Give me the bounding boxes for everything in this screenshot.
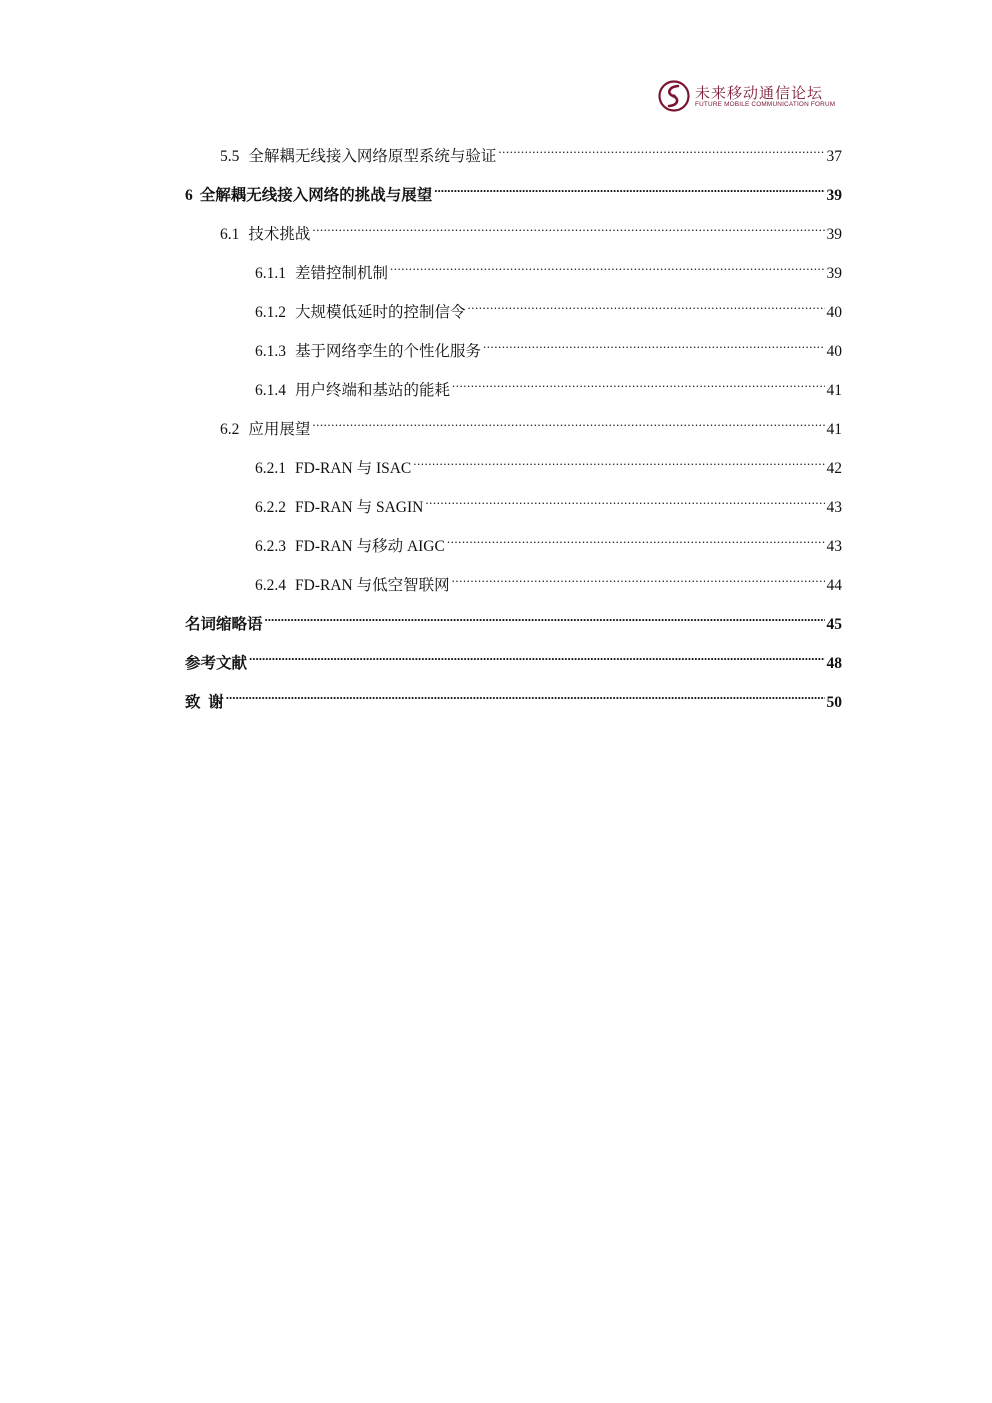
toc-entry-page-number: 42 [826,460,842,477]
toc-entry-page-number: 37 [826,148,842,165]
toc-entry-title: 参考文献 [185,655,248,672]
toc-entry-page-number: 40 [826,343,842,360]
toc-entry-number: 6.2.4 [255,577,286,594]
toc-entry[interactable] [185,683,842,711]
toc-entry-number: 6 [185,187,193,204]
toc-dot-leader [452,371,824,395]
toc-dot-leader [452,566,825,590]
toc-entry[interactable] [255,449,842,477]
toc-dot-leader [249,644,824,668]
toc-dot-leader [390,254,824,278]
toc-entry[interactable] [185,605,842,633]
toc-entry-page-number: 48 [826,655,842,672]
toc-entry-title: 致 谢 [185,694,224,711]
toc-dot-leader [312,410,824,434]
toc-entry-page-number: 40 [826,304,842,321]
toc-entry-number: 6.1.4 [255,382,286,399]
toc-entry-number: 5.5 [220,148,240,165]
toc-entry-number: 6.1.2 [255,304,286,321]
toc-entry-page-number: 43 [826,538,842,555]
logo-english-text: FUTURE MOBILE COMMUNICATION FORUM [695,101,836,108]
toc-entry[interactable] [255,293,842,321]
toc-entry-page-number: 50 [826,694,842,711]
toc-dot-leader [434,176,824,200]
toc-entry-title: 用户终端和基站的能耗 [295,382,451,399]
toc-entry-title: FD-RAN 与低空智联网 [295,577,450,594]
toc-entry[interactable] [255,488,842,516]
toc-entry-page-number: 41 [826,382,842,399]
toc-entry[interactable] [220,410,842,438]
toc-entry-title: 基于网络孪生的个性化服务 [295,343,482,360]
toc-entry[interactable] [185,644,842,672]
toc-dot-leader [413,449,824,473]
toc-entry-title: 应用展望 [248,421,311,438]
toc-entry-title: 大规模低延时的控制信令 [295,304,466,321]
toc-entry-title: 技术挑战 [248,226,311,243]
toc-entry-title: 全解耦无线接入网络的挑战与展望 [199,187,433,204]
toc-dot-leader [265,605,825,629]
forum-logo [658,80,836,114]
toc-entry[interactable] [220,215,842,243]
toc-entry-number: 6.2.3 [255,538,286,555]
toc-entry[interactable] [185,176,842,204]
toc-entry-title: FD-RAN 与 SAGIN [295,499,424,516]
toc-entry[interactable] [255,332,842,360]
toc-entry-page-number: 39 [826,187,842,204]
toc-entry-page-number: 43 [826,499,842,516]
forum-logo-icon [658,80,690,112]
toc-entry[interactable] [255,527,842,555]
toc-entry-number: 6.2 [220,421,240,438]
toc-entry-number: 6.2.2 [255,499,286,516]
toc-entry-number: 6.2.1 [255,460,286,477]
toc-dot-leader [447,527,825,551]
toc-dot-leader [498,137,824,161]
toc-dot-leader [226,683,825,707]
toc-entry-number: 6.1.3 [255,343,286,360]
toc-entry-page-number: 45 [826,616,842,633]
toc-entry-page-number: 39 [826,226,842,243]
toc-entry-title: 全解耦无线接入网络原型系统与验证 [248,148,497,165]
toc-dot-leader [483,332,824,356]
toc-entry-title: 差错控制机制 [295,265,389,282]
toc-entry-page-number: 41 [826,421,842,438]
toc-entry-page-number: 39 [826,265,842,282]
toc-dot-leader [468,293,825,317]
toc-entry-title: 名词缩略语 [185,616,263,633]
toc-entry-number: 6.1 [220,226,240,243]
logo-chinese-text: 未来移动通信论坛 [695,84,824,102]
toc-entry[interactable] [255,254,842,282]
toc-entry[interactable] [255,371,842,399]
toc-entry[interactable] [220,137,842,165]
toc-dot-leader [312,215,824,239]
toc-dot-leader [425,488,824,512]
toc-entry-number: 6.1.1 [255,265,286,282]
toc-entry[interactable] [255,566,842,594]
toc-entry-title: FD-RAN 与 ISAC [295,460,412,477]
toc-entry-title: FD-RAN 与移动 AIGC [295,538,445,555]
toc-entry-page-number: 44 [826,577,842,594]
